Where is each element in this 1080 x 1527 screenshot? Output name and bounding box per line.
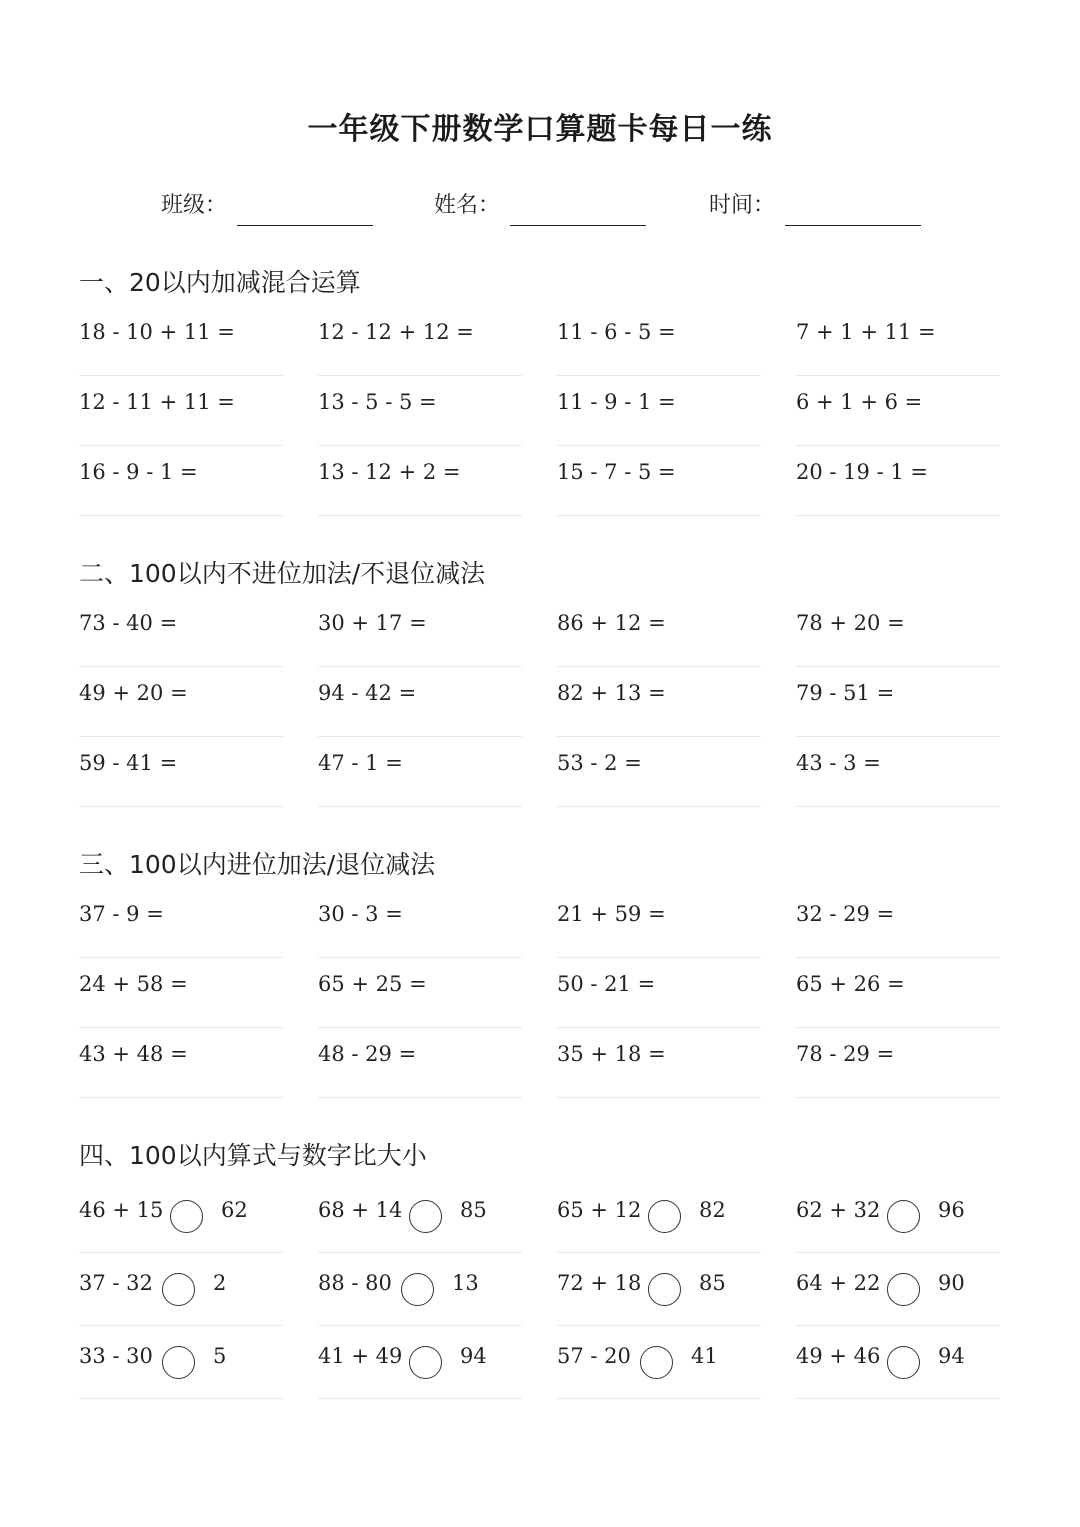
- problem-row: [79, 597, 1001, 667]
- problem-row: [79, 376, 1001, 446]
- problem-cell: [79, 888, 283, 958]
- equation: 21 + 59 =: [557, 902, 666, 926]
- compare-cell: [79, 1253, 283, 1326]
- compare-expression: 65 + 12: [557, 1198, 642, 1222]
- answer-circle[interactable]: [648, 1273, 681, 1306]
- equation: 11 - 9 - 1 =: [557, 390, 676, 414]
- equation: 30 - 3 =: [318, 902, 403, 926]
- problem-cell: [557, 376, 761, 446]
- problem-row: [79, 737, 1001, 807]
- equation: 86 + 12 =: [557, 611, 666, 635]
- equation: 32 - 29 =: [796, 902, 895, 926]
- problem-row: [79, 306, 1001, 376]
- section-3-title: 三、100以内进位加法/退位减法: [79, 850, 436, 879]
- compare-cell: [557, 1326, 761, 1399]
- problem-cell: [318, 306, 522, 376]
- problem-cell: [79, 737, 283, 807]
- problem-row: [79, 446, 1001, 516]
- compare-number: 94: [938, 1344, 965, 1368]
- problem-cell: [557, 597, 761, 667]
- problem-cell: [557, 737, 761, 807]
- compare-expression: 37 - 32: [79, 1271, 153, 1295]
- compare-row: [79, 1180, 1001, 1253]
- name-label: 姓名：: [434, 193, 501, 218]
- problem-cell: [796, 306, 1000, 376]
- problem-cell: [318, 597, 522, 667]
- compare-expression: 57 - 20: [557, 1344, 631, 1368]
- answer-circle[interactable]: [887, 1273, 920, 1306]
- equation: 24 + 58 =: [79, 972, 188, 996]
- time-field: [709, 186, 921, 226]
- class-label: 班级：: [161, 193, 228, 218]
- problem-cell: [796, 737, 1000, 807]
- compare-cell: [79, 1180, 283, 1253]
- problem-cell: [79, 446, 283, 516]
- problem-row: [79, 888, 1001, 958]
- compare-expression: 41 + 49: [318, 1344, 403, 1368]
- name-blank: [510, 189, 646, 226]
- problem-cell: [796, 958, 1000, 1028]
- compare-number: 82: [699, 1198, 726, 1222]
- compare-expression: 49 + 46: [796, 1344, 881, 1368]
- equation: 12 - 12 + 12 =: [318, 320, 474, 344]
- problem-cell: [79, 306, 283, 376]
- section-4-grid: [79, 1180, 1001, 1399]
- student-info-row: [0, 186, 1080, 230]
- equation: 43 - 3 =: [796, 751, 881, 775]
- section-2-grid: [79, 597, 1001, 807]
- equation: 78 - 29 =: [796, 1042, 895, 1066]
- section-3-grid: [79, 888, 1001, 1098]
- equation: 11 - 6 - 5 =: [557, 320, 676, 344]
- equation: 13 - 5 - 5 =: [318, 390, 437, 414]
- problem-cell: [79, 958, 283, 1028]
- equation: 73 - 40 =: [79, 611, 178, 635]
- compare-number: 90: [938, 1271, 965, 1295]
- problem-row: [79, 667, 1001, 737]
- compare-number: 41: [691, 1344, 718, 1368]
- compare-cell: [318, 1326, 522, 1399]
- compare-expression: 46 + 15: [79, 1198, 164, 1222]
- problem-cell: [318, 446, 522, 516]
- problem-cell: [796, 597, 1000, 667]
- answer-circle[interactable]: [162, 1346, 195, 1379]
- compare-expression: 72 + 18: [557, 1271, 642, 1295]
- compare-number: 2: [213, 1271, 227, 1295]
- compare-row: [79, 1253, 1001, 1326]
- compare-cell: [557, 1253, 761, 1326]
- equation: 7 + 1 + 11 =: [796, 320, 936, 344]
- compare-expression: 64 + 22: [796, 1271, 881, 1295]
- equation: 16 - 9 - 1 =: [79, 460, 198, 484]
- equation: 48 - 29 =: [318, 1042, 417, 1066]
- compare-number: 85: [699, 1271, 726, 1295]
- name-field: [434, 186, 646, 226]
- equation: 35 + 18 =: [557, 1042, 666, 1066]
- section-4-title: 四、100以内算式与数字比大小: [79, 1141, 427, 1170]
- compare-cell: [796, 1253, 1000, 1326]
- problem-row: [79, 1028, 1001, 1098]
- problem-row: [79, 958, 1001, 1028]
- problem-cell: [796, 446, 1000, 516]
- equation: 82 + 13 =: [557, 681, 666, 705]
- equation: 12 - 11 + 11 =: [79, 390, 235, 414]
- class-blank: [237, 189, 373, 226]
- problem-cell: [79, 376, 283, 446]
- equation: 13 - 12 + 2 =: [318, 460, 461, 484]
- problem-cell: [318, 667, 522, 737]
- section-1-title: 一、20以内加减混合运算: [79, 268, 361, 297]
- answer-circle[interactable]: [648, 1200, 681, 1233]
- answer-circle[interactable]: [170, 1200, 203, 1233]
- section-2-title: 二、100以内不进位加法/不退位减法: [79, 559, 486, 588]
- problem-cell: [557, 958, 761, 1028]
- compare-cell: [318, 1253, 522, 1326]
- equation: 65 + 26 =: [796, 972, 905, 996]
- problem-cell: [79, 1028, 283, 1098]
- compare-number: 96: [938, 1198, 965, 1222]
- equation: 59 - 41 =: [79, 751, 178, 775]
- equation: 43 + 48 =: [79, 1042, 188, 1066]
- equation: 65 + 25 =: [318, 972, 427, 996]
- problem-cell: [796, 1028, 1000, 1098]
- answer-circle[interactable]: [409, 1346, 442, 1379]
- compare-number: 62: [221, 1198, 248, 1222]
- equation: 78 + 20 =: [796, 611, 905, 635]
- equation: 47 - 1 =: [318, 751, 403, 775]
- equation: 79 - 51 =: [796, 681, 895, 705]
- problem-cell: [557, 1028, 761, 1098]
- problem-cell: [796, 667, 1000, 737]
- compare-cell: [318, 1180, 522, 1253]
- equation: 49 + 20 =: [79, 681, 188, 705]
- answer-circle[interactable]: [887, 1346, 920, 1379]
- page-title: 一年级下册数学口算题卡每日一练: [307, 112, 773, 147]
- problem-cell: [557, 667, 761, 737]
- time-blank: [785, 189, 921, 226]
- compare-expression: 33 - 30: [79, 1344, 153, 1368]
- compare-expression: 68 + 14: [318, 1198, 403, 1222]
- problem-cell: [318, 737, 522, 807]
- equation: 53 - 2 =: [557, 751, 642, 775]
- problem-cell: [318, 1028, 522, 1098]
- equation: 18 - 10 + 11 =: [79, 320, 235, 344]
- equation: 50 - 21 =: [557, 972, 656, 996]
- problem-cell: [318, 376, 522, 446]
- answer-circle[interactable]: [887, 1200, 920, 1233]
- answer-circle[interactable]: [409, 1200, 442, 1233]
- compare-row: [79, 1326, 1001, 1399]
- problem-cell: [318, 958, 522, 1028]
- equation: 15 - 7 - 5 =: [557, 460, 676, 484]
- problem-cell: [796, 376, 1000, 446]
- compare-cell: [796, 1326, 1000, 1399]
- compare-expression: 88 - 80: [318, 1271, 392, 1295]
- compare-cell: [557, 1180, 761, 1253]
- equation: 37 - 9 =: [79, 902, 164, 926]
- time-label: 时间：: [709, 193, 776, 218]
- compare-expression: 62 + 32: [796, 1198, 881, 1222]
- compare-cell: [79, 1326, 283, 1399]
- equation: 94 - 42 =: [318, 681, 417, 705]
- compare-number: 13: [452, 1271, 479, 1295]
- problem-cell: [557, 888, 761, 958]
- class-field: [161, 186, 373, 226]
- problem-cell: [796, 888, 1000, 958]
- problem-cell: [79, 667, 283, 737]
- problem-cell: [318, 888, 522, 958]
- compare-number: 85: [460, 1198, 487, 1222]
- problem-cell: [557, 446, 761, 516]
- equation: 6 + 1 + 6 =: [796, 390, 923, 414]
- problem-cell: [557, 306, 761, 376]
- section-1-grid: [79, 306, 1001, 516]
- answer-circle[interactable]: [401, 1273, 434, 1306]
- equation: 30 + 17 =: [318, 611, 427, 635]
- equation: 20 - 19 - 1 =: [796, 460, 928, 484]
- compare-cell: [796, 1180, 1000, 1253]
- compare-number: 94: [460, 1344, 487, 1368]
- answer-circle[interactable]: [162, 1273, 195, 1306]
- compare-number: 5: [213, 1344, 227, 1368]
- answer-circle[interactable]: [640, 1346, 673, 1379]
- problem-cell: [79, 597, 283, 667]
